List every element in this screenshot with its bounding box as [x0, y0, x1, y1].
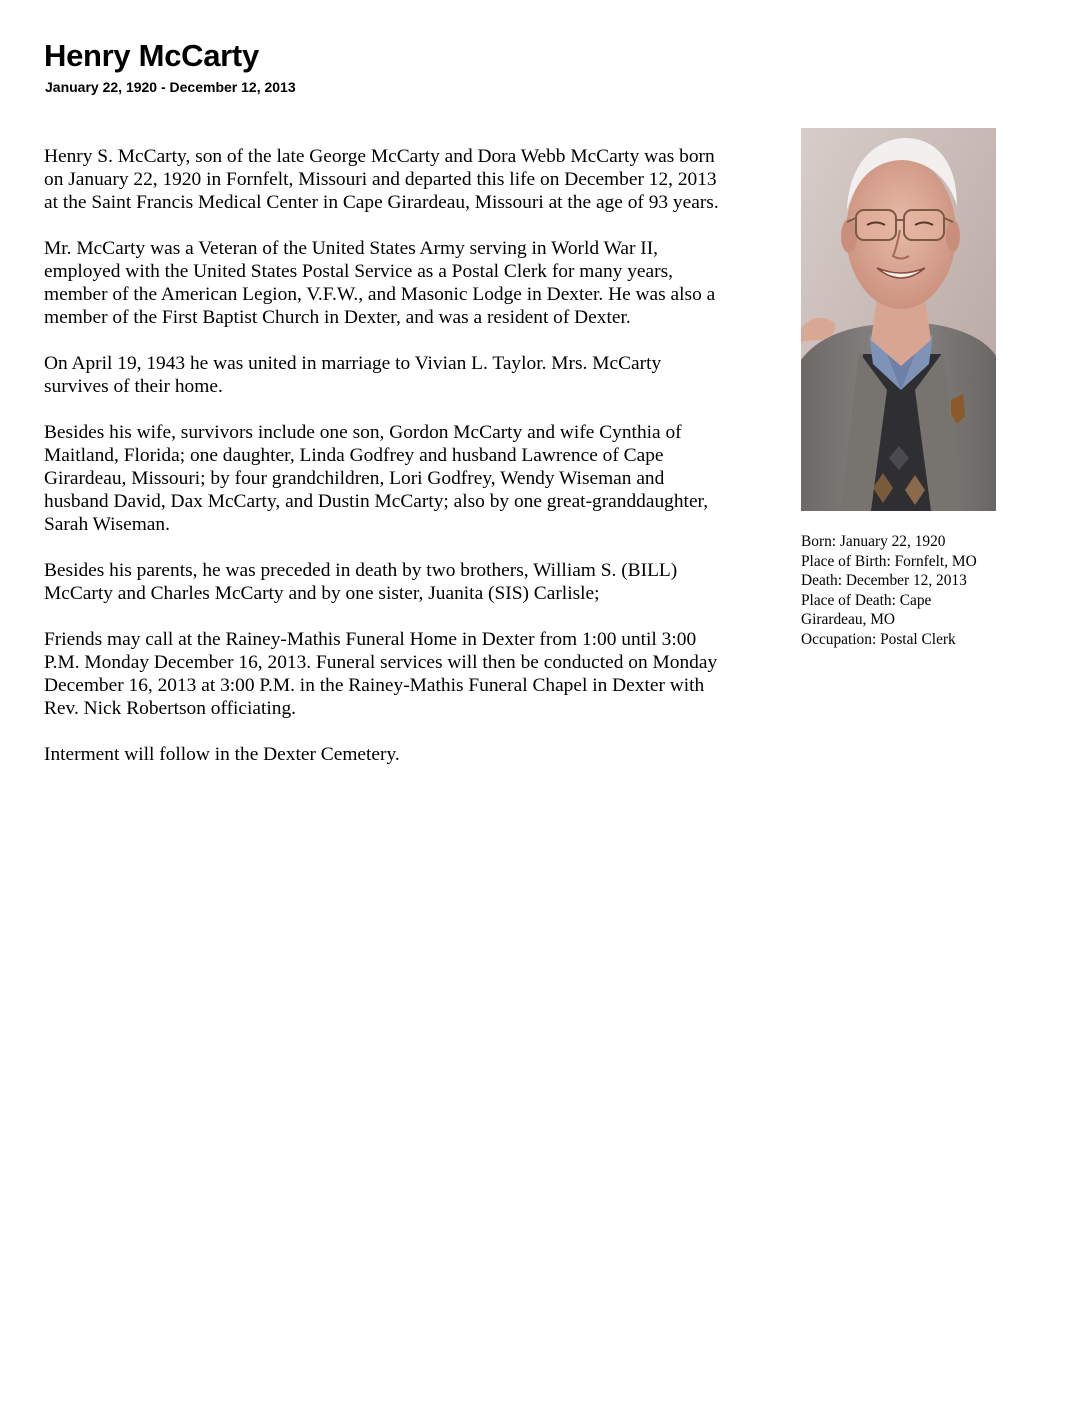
obituary-paragraph [44, 743, 796, 766]
fact-place-of-death: Place of Death: Cape [801, 591, 932, 609]
fact-death: Death: December 12, 2013 [801, 572, 967, 589]
portrait-photo [801, 128, 996, 511]
text-line: member of the First Baptist Church in Dexter, and was a resident of Dexter. [44, 307, 631, 328]
text-line: Mr. McCarty was a Veteran of the United States Army serving in World War II, [44, 238, 659, 259]
obituary-paragraph [44, 145, 796, 214]
obituary-paragraph [44, 421, 796, 536]
text-line: member of the American Legion, V.F.W., and Masonic Lodge in Dexter. He was also a [44, 284, 716, 305]
text-line: On April 19, 1943 he was united in marriage to Vivian L. Taylor. Mrs. McCarty [44, 353, 662, 374]
text-line: Maitland, Florida; one daughter, Linda Godfrey and husband Lawrence of Cape [44, 445, 664, 466]
obituary-text [44, 145, 796, 789]
text-line: employed with the United States Postal Service as a Postal Clerk for many years, [44, 261, 673, 282]
text-line: Henry S. McCarty, son of the late George McCarty and Dora Webb McCarty was born [44, 146, 715, 167]
obituary-paragraph [44, 628, 796, 720]
text-line: Besides his parents, he was preceded in death by two brothers, William S. (BILL) [44, 560, 678, 581]
text-line: Girardeau, Missouri; by four grandchildren, Lori Godfrey, Wendy Wiseman and [44, 468, 665, 489]
text-line: Rev. Nick Robertson officiating. [44, 698, 297, 719]
fact-occupation: Occupation: Postal Clerk [801, 630, 956, 648]
life-dates: January 22, 1920 - December 12, 2013 [45, 79, 296, 95]
fact-place-of-death-cont: Girardeau, MO [801, 611, 896, 628]
text-line: Sarah Wiseman. [44, 514, 170, 535]
text-line: on January 22, 1920 in Fornfelt, Missouri and departed this life on December 12, 2013 [44, 169, 717, 190]
vital-facts [801, 532, 1041, 649]
obituary-paragraph [44, 559, 796, 605]
text-line: Besides his wife, survivors include one son, Gordon McCarty and wife Cynthia of [44, 422, 682, 443]
obituary-paragraph [44, 237, 796, 329]
text-line: December 16, 2013 at 3:00 P.M. in the Rainey-Mathis Funeral Chapel in Dexter with [44, 675, 705, 696]
text-line: at the Saint Francis Medical Center in Cape Girardeau, Missouri at the age of 93 years. [44, 192, 719, 213]
text-line: P.M. Monday December 16, 2013. Funeral services will then be conducted on Monday [44, 652, 718, 673]
fact-place-of-birth: Place of Birth: Fornfelt, MO [801, 552, 977, 570]
text-line: Friends may call at the Rainey-Mathis Funeral Home in Dexter from 1:00 until 3:00 [44, 629, 697, 650]
portrait-illustration [801, 128, 996, 511]
text-line: survives of their home. [44, 376, 223, 397]
text-line: husband David, Dax McCarty, and Dustin McCarty; also by one great-granddaughter, [44, 491, 709, 512]
fact-born: Born: January 22, 1920 [801, 533, 946, 550]
text-line: Interment will follow in the Dexter Cemetery. [44, 744, 400, 765]
text-line: McCarty and Charles McCarty and by one sister, Juanita (SIS) Carlisle; [44, 583, 600, 604]
page-title: Henry McCarty [44, 38, 259, 73]
obituary-paragraph [44, 352, 796, 398]
